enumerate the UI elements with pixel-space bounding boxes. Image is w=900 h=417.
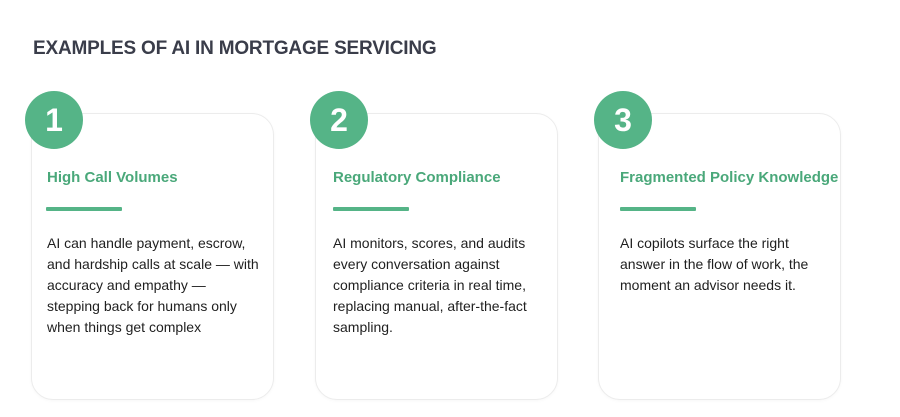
number-badge: 3 — [594, 91, 652, 149]
card-description: AI monitors, scores, and audits every conversation against compliance criteria in real time, replacing manual, after-the-fact sampling. — [333, 235, 527, 335]
number-badge: 2 — [310, 91, 368, 149]
number-badge: 1 — [25, 91, 83, 149]
card-title: Regulatory Compliance — [333, 169, 501, 186]
card-title: High Call Volumes — [47, 169, 178, 186]
accent-divider — [46, 207, 122, 211]
card-description: AI copilots surface the right answer in the flow of work, the moment an advisor needs it. — [620, 235, 809, 293]
accent-divider — [620, 207, 696, 211]
page-title: EXAMPLES OF AI IN MORTGAGE SERVICING — [33, 38, 437, 59]
accent-divider — [333, 207, 409, 211]
card-title: Fragmented Policy Knowledge — [620, 169, 839, 186]
card-description: AI can handle payment, escrow, and hardship calls at scale — with accuracy and empathy — stepping back for humans only when things get complex — [47, 235, 259, 335]
